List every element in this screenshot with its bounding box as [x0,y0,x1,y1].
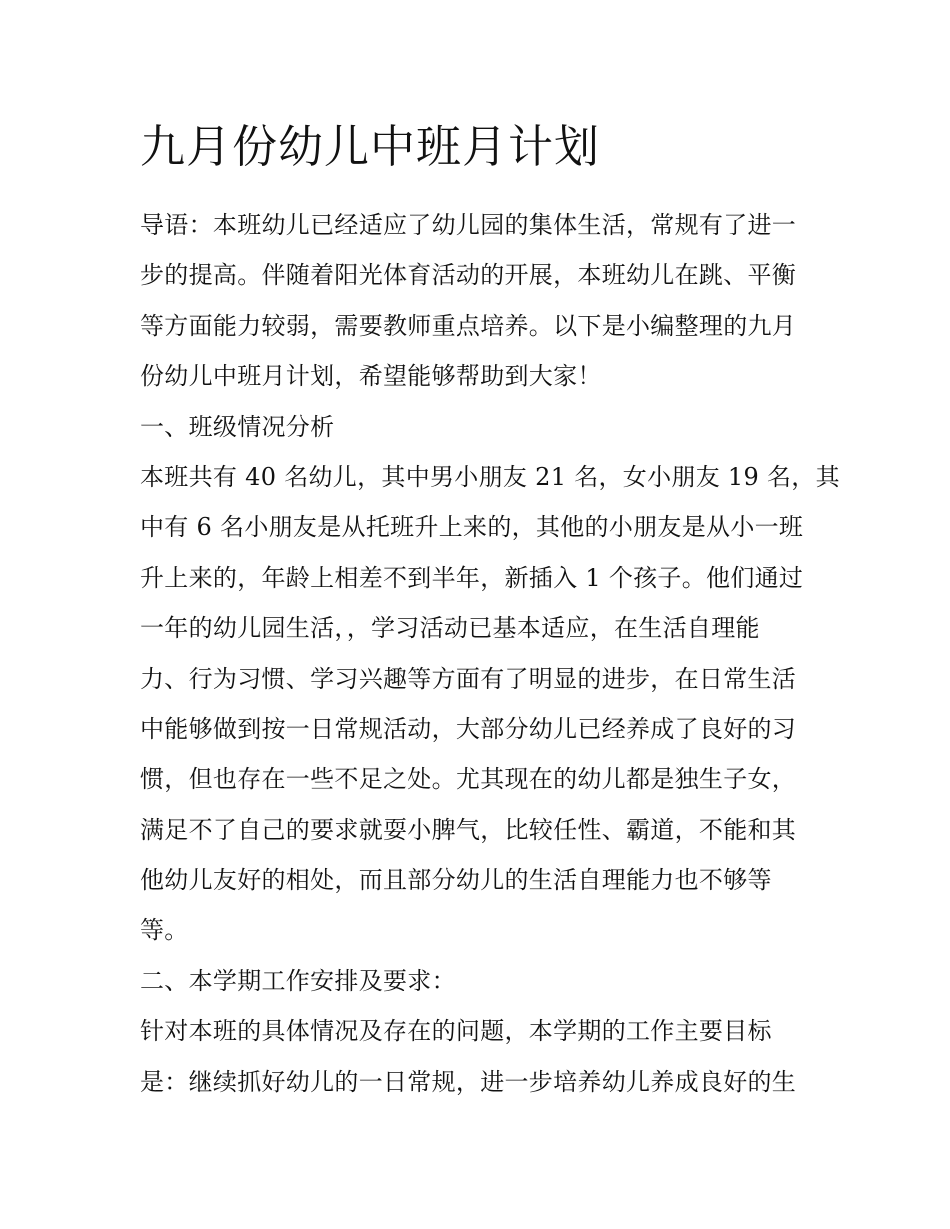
document-body [140,112,840,1107]
analysis-line-1: 本班共有 40 名幼儿，其中男小朋友 21 名，女小朋友 19 名，其 [140,462,840,491]
section-heading-class-analysis: 一、班级情况分析 [140,412,335,441]
analysis-line-2: 中有 6 名小朋友是从托班升上来的，其他的小朋友是从小一班 [140,513,804,542]
intro-line-2: 步的提高。伴随着阳光体育活动的开展，本班幼儿在跳、平衡 [140,261,797,290]
analysis-line-8: 满足不了自己的要求就耍小脾气，比较任性、霸道，不能和其 [140,815,797,844]
analysis-line-10: 等。 [140,916,189,945]
analysis-line-5: 力、行为习惯、学习兴趣等方面有了明显的进步，在日常生活 [140,664,797,693]
analysis-line-4: 一年的幼儿园生活，，学习活动已基本适应，在生活自理能 [140,614,760,643]
plan-line-1: 针对本班的具体情况及存在的问题，本学期的工作主要目标 [140,1017,772,1046]
analysis-line-3: 升上来的，年龄上相差不到半年，新插入 1 个孩子。他们通过 [140,563,804,592]
analysis-line-6: 中能够做到按一日常规活动，大部分幼儿已经养成了良好的习 [140,714,797,743]
intro-line-3: 等方面能力较弱，需要教师重点培养。以下是小编整理的九月 [140,311,797,340]
plan-line-2: 是：继续抓好幼儿的一日常规，进一步培养幼儿养成良好的生 [140,1067,797,1096]
intro-line-1: 导语：本班幼儿已经适应了幼儿园的集体生活，常规有了进一 [140,211,797,239]
analysis-line-9: 他幼儿友好的相处，而且部分幼儿的生活自理能力也不够等 [140,866,772,895]
section-heading-work-plan: 二、本学期工作安排及要求： [140,966,456,995]
document-title: 九月份幼儿中班月计划 [140,120,601,173]
analysis-line-7: 惯，但也存在一些不足之处。尤其现在的幼儿都是独生子女， [140,765,797,794]
intro-line-4: 份幼儿中班月计划，希望能够帮助到大家！ [140,362,602,391]
